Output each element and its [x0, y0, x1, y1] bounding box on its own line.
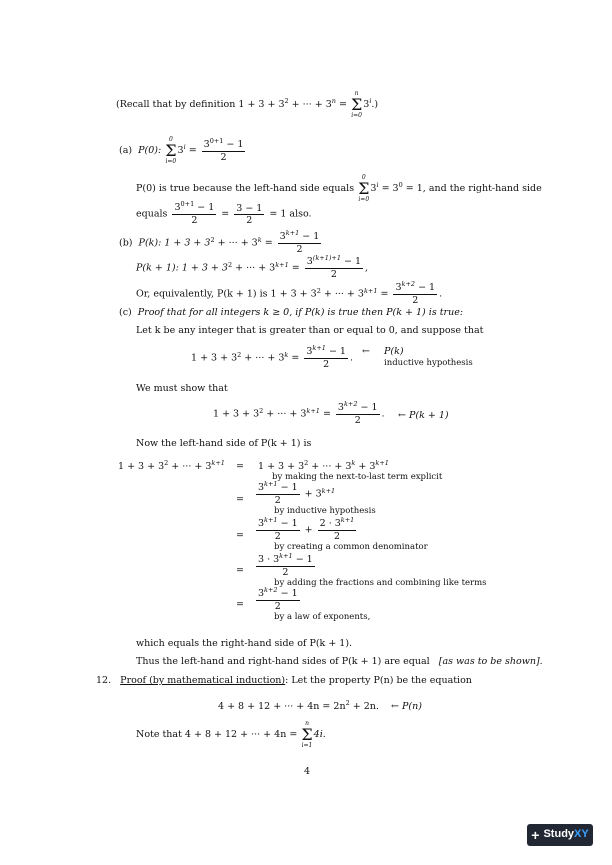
part-c-let: Let k be any integer that is greater than or equal to 0, and suppose that [136, 325, 484, 336]
part-c-must: We must show that [136, 383, 228, 394]
inductive-hypothesis-eq: $1 + 3 + 3^2$ + ··· + $3^k$ = $\frac{3^{k+1} - 1}{2}$ . [191, 344, 353, 370]
part-a-text1: P(0) is true because the left-hand side equals 0 Σ i=0 $3^i = 3^0 = 1$, and the right-hand side [136, 174, 542, 203]
target-eq: $1 + 3 + 3^2$ + ··· + $3^{k+1}$ = $\frac{3^{k+2} - 1}{2}$ . [213, 400, 385, 426]
problem-12-note: Note that 4 + 8 + 12 + ··· + 4n = n Σ i=1 4i. [136, 720, 326, 749]
part-c-now: Now the left-hand side of P(k + 1) is [136, 438, 312, 449]
derivation-step-3: $\frac{3^{k+1} - 1}{2}$ + $\frac{2 \cdot 3^{k+1}}{2}$ by creating a common denominator [258, 516, 428, 552]
ih-arrow-label: ← [362, 346, 370, 357]
part-b-pk: (b) P(k): $1 + 3 + 3^2$ + ··· + $3^k$ = $\frac{3^{k+1} - 1}{2}$ [119, 229, 320, 255]
part-a-heading: (a) P(0): 0 Σ i=0 $3^i$ = $\frac{3^{0+1} - 1}{2}$ [119, 136, 244, 165]
part-c-thus: Thus the left-hand and right-hand sides of P(k + 1) are equal [as was to be shown]. [136, 656, 543, 667]
fraction: $\frac{3^{0+1} - 1}{2}$ [203, 136, 244, 163]
part-b-or: Or, equivalently, P(k + 1) is $1 + 3 + 3^2$ + ··· + $3^{k+1}$ = $\frac{3^{k+2} - 1}{2}$ . [136, 280, 443, 306]
derivation-eq-1: = [236, 461, 244, 472]
page-number: 4 [304, 766, 311, 777]
studyxy-badge[interactable]: + StudyXY [527, 824, 593, 846]
problem-12-heading: 12. Proof (by mathematical induction): Let the property P(n) be the equation [96, 675, 472, 686]
sum-symbol: n Σ i=0 [350, 90, 363, 119]
derivation-lhs: $1 + 3 + 3^2$ + ··· + $3^{k+1}$ [118, 459, 225, 472]
derivation-eq-4: = [236, 565, 244, 576]
part-c-title: (c) Proof that for all integers k ≥ 0, if P(k) is true then P(k + 1) is true: [119, 307, 464, 318]
plus-icon: + [531, 827, 540, 843]
problem-12-arrow-label: ← P(n) [391, 701, 422, 712]
target-arrow-label: ← P(k + 1) [398, 410, 449, 421]
problem-12-equation: 4 + 8 + 12 + ··· + $4n = 2n^2 + 2n$. [218, 699, 379, 712]
derivation-step-4: $\frac{3 \cdot 3^{k+1} - 1}{2}$ by adding the fractions and combining like terms [258, 552, 487, 588]
recall-line: (Recall that by definition $1 + 3 + 3^2$ + ··· + $3^n$ = n Σ i=0 3$^i$.) [116, 90, 379, 119]
derivation-step-1: $1 + 3 + 3^2$ + ··· + $3^k + 3^{k+1}$ by making the next-to-last term explicit [258, 459, 443, 483]
derivation-eq-2: = [236, 494, 244, 505]
ih-label: P(k) inductive hypothesis [384, 346, 473, 369]
derivation-eq-5: = [236, 599, 244, 610]
derivation-step-2: $\frac{3^{k+1} - 1}{2}$ + $3^{k+1}$ by inductive hypothesis [258, 480, 376, 516]
part-c-which: which equals the right-hand side of P(k + 1). [136, 638, 353, 649]
derivation-eq-3: = [236, 530, 244, 541]
part-a-text2: equals $\frac{3^{0+1} - 1}{2}$ = $\frac{3 - 1}{2}$ = 1 also. [136, 200, 312, 226]
derivation-step-5: $\frac{3^{k+2} - 1}{2}$ by a law of exponents, [258, 586, 371, 622]
part-b-pk1: P(k + 1): $1 + 3 + 3^2$ + ··· + $3^{k+1}$ = $\frac{3^{(k+1)+1} - 1}{2}$ , [136, 254, 369, 280]
